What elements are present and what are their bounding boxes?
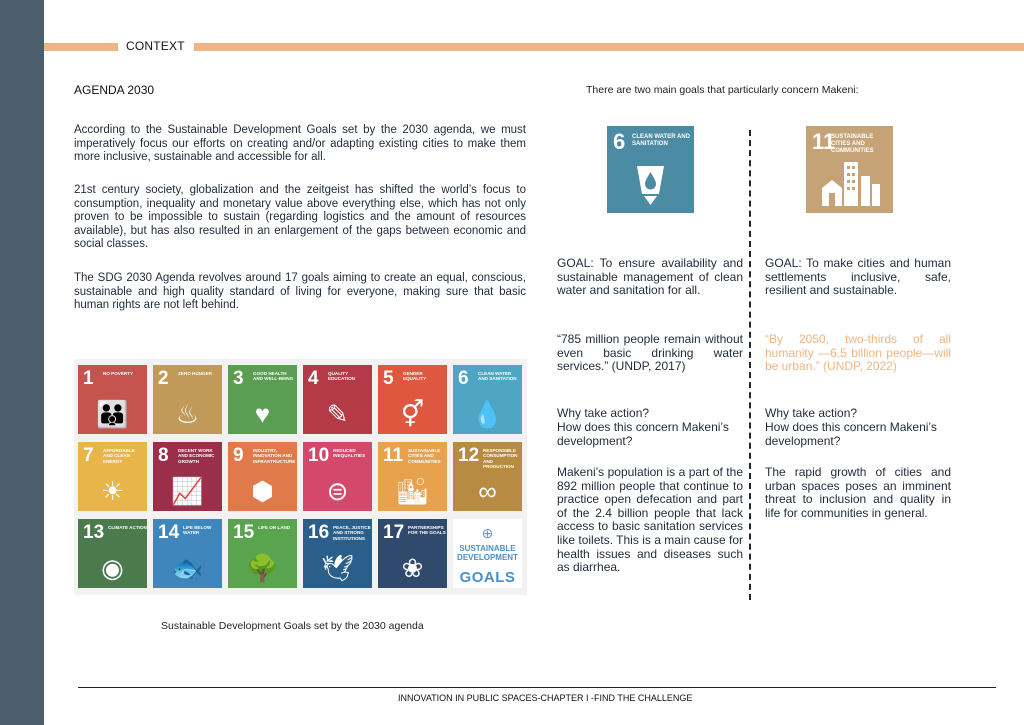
sdg-grid-image [74,359,527,595]
sdg-tile-label: GOOD HEALTH AND WELL-BEING [253,371,294,382]
sdg-tile-12 [453,442,522,511]
sdg-tile-label: SUSTAINABLE CITIES AND COMMUNITIES [408,448,441,464]
sdg-tile-label: AFFORDABLE AND CLEAN ENERGY [103,448,135,464]
sdg-logo-line-3: GOALS [459,569,516,586]
sdg-tile-10 [303,442,372,511]
water-drop-icon [607,126,694,213]
sdg-tile-number: 10 [308,445,330,466]
sdg-tile-8 [153,442,222,511]
family-icon: 👪 [96,399,129,429]
paragraph-1: According to the Sustainable Development Goals set by the 2030 agenda, we must imperatively focus our efforts on creating and/or adapting existing cities to make them more inclusive, sustainable and accessible for all. [74,124,526,164]
sdg-tile-9 [228,442,297,511]
sdg-tile-14 [153,519,222,588]
sdg-tile-label: CLIMATE ACTION [108,525,147,530]
sdg-tile-number: 14 [158,522,180,543]
rings-icon: ❀ [401,553,424,583]
cities-why-heading: Why take action? [765,406,858,420]
cities-quote: “By 2050, two-thirds of all humanity —6.5 billion people—will be urban.” (UNDP, 2022) [765,332,951,374]
sdg-tile-number: 16 [308,522,330,543]
goal-6-tile [607,126,694,213]
sdg-tile-label: ZERO HUNGER [178,371,212,376]
sdg-tile-number: 8 [158,445,169,466]
sdg-tile-number: 9 [233,445,244,466]
sdg-tile-6 [453,365,522,434]
paragraph-2: 21st century society, globalization and the zeitgeist has shifted the world’s focus to consumption, inequality and monetary value above everything else, which has not only proven to be impossible to sustain (regarding logistics and the amount of resources available), but has also resulted in an enlargement of the gaps between economic and social classes. [74,184,526,251]
sdg-tile-15 [228,519,297,588]
sdg-tile-number: 2 [158,368,169,389]
city-icon: 🏙 [395,476,429,506]
paragraph-3: The SDG 2030 Agenda revolves around 17 goals aiming to create an equal, conscious, sustainable and high quality standard of living for everyone, making sure that basic human rights are not left behind. [74,272,526,312]
equal-circle-icon: ⊜ [326,476,349,506]
sdg-tile-17 [378,519,447,588]
header-rule-right [194,43,1024,51]
footer-text: INNOVATION IN PUBLIC SPACES-CHAPTER I -FIND THE CHALLENGE [398,693,693,703]
sdg-tile-number: 1 [83,368,94,389]
sdg-tile-label: GENDER EQUALITY [403,371,427,382]
sdg-tile-number: 5 [383,368,394,389]
sdg-tile-label: INDUSTRY, INNOVATION AND INFRASTRUCTURE [253,448,296,464]
goal-11-tile [806,126,893,213]
sdg-tile-label: LIFE BELOW WATER [183,525,212,536]
sdg-tile-11 [378,442,447,511]
tree-icon: 🌳 [246,553,279,583]
sdg-tile-1 [78,365,147,434]
sdg-tile-label: PARTNERSHIPS FOR THE GOALS [408,525,446,536]
section-label: CONTEXT [126,39,185,53]
water-goal-text: GOAL: To ensure availability and sustainable management of clean water and sanitation for all. [557,256,743,298]
sdg-tile-13 [78,519,147,588]
cities-goal-text: GOAL: To make cities and human settlements inclusive, safe, resilient and sustainable. [765,256,951,298]
sidebar-band [0,0,44,725]
page-title: AGENDA 2030 [74,83,155,97]
book-icon: ✎ [326,399,349,429]
cities-how-heading: How does this concern Makeni’s development? [765,420,937,448]
sdg-tile-number: 6 [458,368,469,389]
footer-rule [78,687,996,688]
sdg-tile-number: 13 [83,522,105,543]
heartbeat-icon: ♥ [254,399,271,429]
eye-globe-icon: ◉ [101,553,124,583]
bowl-icon: ♨ [175,399,200,429]
sdg-tile-7 [78,442,147,511]
cubes-icon: ⬢ [251,476,274,506]
sun-icon: ☀ [100,476,125,506]
sdg-tile-label: PEACE, JUSTICE AND STRONG INSTITUTIONS [333,525,371,541]
water-body: Makeni’s population is a part of the 892 million people that continue to practice open defecation and part of the 2.4 billion people that lack access to basic sanitation services like toilets. This is a main cause for health issues and diseases such as diarrhea. [557,465,743,575]
sdg-logo-line-1: SUSTAINABLE DEVELOPMENT [457,544,518,562]
sdg-tile-number: 11 [383,445,404,466]
sdg-tile-label: LIFE ON LAND [258,525,291,530]
sdg-tile-5 [378,365,447,434]
sdg-tile-number: 3 [233,368,244,389]
cities-body: The rapid growth of cities and urban spaces poses an imminent threat to inclusion and quality in life for communities in general. [765,465,951,520]
gender-icon: ⚥ [400,399,425,429]
column-divider [749,130,751,600]
sdg-tile-16 [303,519,372,588]
sdg-tile-label: RESPONSIBLE CONSUMPTION AND PRODUCTION [483,448,518,470]
sdg-tile-4 [303,365,372,434]
header-rule-left [44,43,118,51]
city-icon [806,126,893,213]
water-drop-icon: 💧 [471,399,504,429]
sdg-tile-label: DECENT WORK AND ECONOMIC GROWTH [178,448,215,464]
infinity-icon: ∞ [478,476,497,506]
sdg-tile-number: 15 [233,522,255,543]
sdg-tile-2 [153,365,222,434]
dove-icon: 🕊 [320,553,354,583]
sdg-tile-number: 17 [383,522,405,543]
sdg-tile-label: NO POVERTY [103,371,134,376]
sdg-tile-number: 4 [308,368,319,389]
sdg-logo-tile [453,519,522,588]
water-quote: “785 million people remain without even basic drinking water services.” (UNDP, 2017) [557,332,743,374]
water-how-heading: How does this concern Makeni’s development? [557,420,729,448]
goal-6-number: 6 [613,129,626,154]
sdg-tile-label: REDUCED INEQUALITIES [333,448,366,459]
un-emblem-icon: ⊕ [481,525,494,541]
goal-6-label: CLEAN WATER AND SANITATION [632,134,690,147]
sdg-tile-label: QUALITY EDUCATION [328,371,355,382]
sdg-tile-3 [228,365,297,434]
image-caption: Sustainable Development Goals set by the 2030 agenda [161,620,424,632]
goal-11-label: SUSTAINABLE CITIES AND COMMUNITIES [831,134,874,154]
growth-chart-icon: 📈 [171,476,204,506]
sdg-tile-label: CLEAN WATER AND SANITATION [478,371,517,382]
sdg-tile-number: 12 [458,445,480,466]
sdg-tile-number: 7 [83,445,94,466]
fish-icon: 🐟 [171,553,204,583]
water-why-heading: Why take action? [557,406,650,420]
intro-text: There are two main goals that particularly concern Makeni: [586,84,859,96]
goal-11-number: 11 [812,129,836,154]
